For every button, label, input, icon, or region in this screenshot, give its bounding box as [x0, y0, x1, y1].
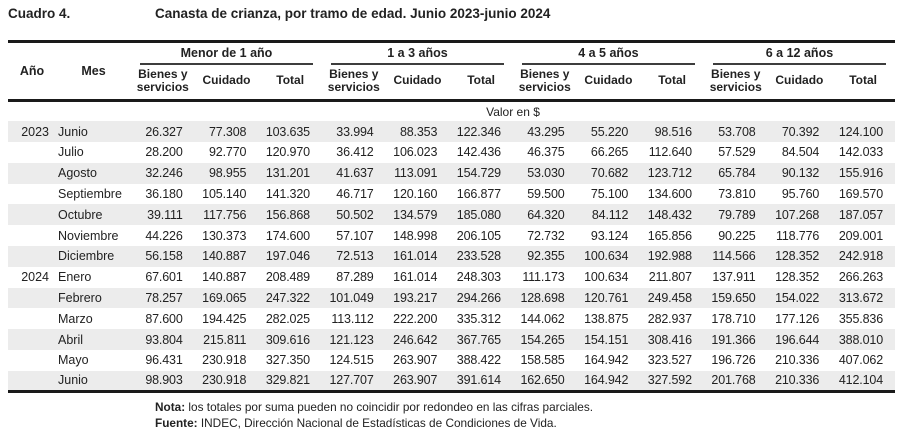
- cell-value: 165.856: [647, 228, 692, 243]
- col-group-6-a-12-anos: [704, 42, 895, 66]
- cell-value: 112.640: [648, 145, 692, 160]
- cell-value: 57.529: [718, 145, 756, 160]
- cell-month: Octubre: [58, 207, 103, 222]
- cell-value: 230.918: [195, 371, 259, 392]
- fuente-text: INDEC, Dirección Nacional de Estadísticas de Condiciones de Vida.: [197, 416, 557, 431]
- cell-year: [8, 308, 56, 329]
- cell-value: 367.765: [456, 332, 501, 347]
- cell-value: 144.062: [520, 311, 565, 326]
- table-row: [8, 288, 895, 309]
- col-header-total: Total: [258, 65, 322, 100]
- cell-value: 158.585: [520, 353, 565, 368]
- cell-value: 72.513: [336, 249, 374, 264]
- cell-value: 113.091: [394, 166, 438, 181]
- cell-value: 294.266: [456, 290, 501, 305]
- cell-value: 41.637: [336, 166, 374, 181]
- cell-value: 107.268: [775, 207, 820, 222]
- cell-value: 140.887: [202, 270, 247, 285]
- cell-month: Junio: [58, 124, 88, 139]
- cell-value: 33.994: [336, 124, 374, 139]
- cell-value: 87.600: [145, 311, 183, 326]
- cell-value: 134.600: [647, 186, 692, 201]
- nota-line: [155, 399, 900, 415]
- cell-value: 101.049: [329, 290, 374, 305]
- cell-value: 53.030: [527, 166, 565, 181]
- cell-month: Abril: [58, 332, 84, 347]
- cell-value: 98.903: [131, 371, 195, 392]
- cell-value: 327.350: [265, 353, 310, 368]
- cell-value: 148.998: [393, 228, 438, 243]
- cell-value: 70.682: [590, 166, 629, 181]
- cell-value: 90.132: [781, 166, 820, 181]
- col-header-bienes-servicios: Bienes y servicios: [131, 65, 195, 100]
- cell-year: [8, 142, 56, 163]
- cell-value: 79.789: [718, 207, 756, 222]
- cell-value: 105.140: [202, 186, 247, 201]
- cell-value: 43.295: [527, 124, 565, 139]
- table-row: [8, 163, 895, 184]
- col-header-bienes-servicios: Bienes y servicios: [704, 65, 768, 100]
- col-group-4-a-5-anos: [513, 42, 704, 66]
- table-caption: [0, 0, 900, 21]
- cell-value: 210.336: [768, 371, 832, 392]
- cell-value: 117.756: [203, 207, 247, 222]
- cell-value: 26.327: [145, 124, 183, 139]
- cell-value: 141.320: [265, 186, 310, 201]
- col-header-bienes-servicios: Bienes y servicios: [322, 65, 386, 100]
- cell-value: 46.375: [527, 145, 565, 160]
- cell-value: 161.014: [393, 249, 438, 264]
- group-label: 1 a 3 años: [331, 45, 504, 65]
- cell-value: 98.516: [654, 124, 692, 139]
- cell-value: 78.257: [145, 290, 183, 305]
- cell-value: 73.810: [718, 186, 756, 201]
- cell-year: [8, 225, 56, 246]
- cell-year: [8, 246, 56, 267]
- cell-year: [8, 204, 56, 225]
- cell-value: 96.431: [145, 353, 183, 368]
- cell-value: 113.112: [331, 311, 374, 326]
- cell-value: 128.352: [775, 270, 820, 285]
- cell-value: 28.200: [145, 145, 183, 160]
- unit-row: [8, 100, 895, 121]
- cell-value: 313.672: [838, 290, 883, 305]
- cell-value: 329.821: [258, 371, 322, 392]
- cell-value: 84.504: [781, 145, 820, 160]
- cell-value: 111.173: [522, 270, 565, 285]
- table-notes: [155, 399, 900, 431]
- cell-value: 92.355: [527, 249, 565, 264]
- cell-value: 308.416: [647, 332, 692, 347]
- cell-value: 282.937: [647, 311, 692, 326]
- cell-value: 100.634: [584, 249, 629, 264]
- cell-value: 121.123: [329, 332, 374, 347]
- fuente-line: [155, 415, 900, 431]
- col-header-cuidado: Cuidado: [195, 65, 259, 100]
- cell-value: 59.500: [527, 186, 565, 201]
- cell-year: [8, 329, 56, 350]
- table-row: [8, 329, 895, 350]
- cell-value: 36.412: [336, 145, 374, 160]
- cell-value: 122.346: [456, 124, 501, 139]
- cell-value: 209.001: [838, 228, 883, 243]
- cell-value: 93.124: [590, 228, 629, 243]
- cell-value: 128.698: [520, 290, 565, 305]
- cell-value: 140.887: [202, 249, 247, 264]
- cell-value: 155.916: [838, 166, 883, 181]
- cell-value: 230.918: [202, 353, 247, 368]
- cell-value: 56.158: [145, 249, 183, 264]
- col-header-total: Total: [831, 65, 895, 100]
- cell-value: 355.836: [838, 311, 883, 326]
- col-header-total: Total: [640, 65, 704, 100]
- cell-value: 206.105: [456, 228, 501, 243]
- cell-value: 142.436: [456, 145, 501, 160]
- cell-value: 169.065: [202, 290, 247, 305]
- cell-value: 120.160: [393, 186, 438, 201]
- cell-value: 88.353: [399, 124, 438, 139]
- table-row: [8, 350, 895, 371]
- cell-value: 210.336: [775, 353, 820, 368]
- cell-value: 178.710: [711, 311, 756, 326]
- cell-value: 87.289: [336, 270, 374, 285]
- col-header-bienes-servicios: Bienes y servicios: [513, 65, 577, 100]
- cell-year: 2023: [21, 124, 49, 139]
- cell-value: 335.312: [456, 311, 501, 326]
- cell-value: 196.726: [711, 353, 756, 368]
- cell-value: 65.784: [718, 166, 756, 181]
- cell-value: 67.601: [145, 270, 183, 285]
- cell-value: 169.570: [838, 186, 883, 201]
- cell-value: 118.776: [776, 228, 820, 243]
- col-group-menor-1-ano: [131, 42, 322, 66]
- cell-value: 208.489: [265, 270, 310, 285]
- cell-value: 64.320: [527, 207, 565, 222]
- cell-value: 120.761: [584, 290, 629, 305]
- cell-month: Agosto: [58, 166, 97, 181]
- group-header-row: [8, 42, 895, 66]
- col-group-1-a-3-anos: [322, 42, 513, 66]
- cell-value: 246.642: [393, 332, 438, 347]
- cell-value: 309.616: [265, 332, 310, 347]
- cell-value: 174.600: [265, 228, 310, 243]
- cell-month: Julio: [58, 145, 84, 160]
- table-body: [8, 100, 895, 391]
- cell-month: Febrero: [58, 290, 102, 305]
- cell-value: 263.907: [393, 353, 438, 368]
- cell-value: 194.425: [202, 311, 247, 326]
- cell-value: 130.373: [202, 228, 247, 243]
- group-label: 4 a 5 años: [522, 45, 695, 65]
- group-label: 6 a 12 años: [713, 45, 886, 65]
- cell-month: Enero: [58, 270, 92, 285]
- cell-value: 127.707: [322, 371, 386, 392]
- cell-value: 162.650: [513, 371, 577, 392]
- cell-value: 248.303: [456, 270, 501, 285]
- cell-value: 388.010: [838, 332, 883, 347]
- table-row: [8, 184, 895, 205]
- cell-value: 72.732: [527, 228, 565, 243]
- cell-value: 32.246: [145, 166, 183, 181]
- cell-value: 249.458: [647, 290, 692, 305]
- cell-value: 177.126: [775, 311, 820, 326]
- cell-value: 211.807: [648, 270, 692, 285]
- cell-year: [8, 288, 56, 309]
- cell-value: 282.025: [265, 311, 310, 326]
- cell-value: 161.014: [393, 270, 438, 285]
- cell-year: [8, 163, 56, 184]
- table-row: [8, 308, 895, 329]
- cell-value: 142.033: [838, 145, 883, 160]
- cell-value: 84.112: [591, 207, 629, 222]
- cell-value: 57.107: [336, 228, 374, 243]
- table-row: [8, 121, 895, 142]
- unit-label: Valor en $: [486, 104, 540, 119]
- cell-year: 2024: [21, 270, 49, 285]
- cell-value: 327.592: [640, 371, 704, 392]
- cell-value: 266.263: [838, 270, 883, 285]
- cell-value: 215.811: [203, 332, 247, 347]
- cell-value: 154.022: [775, 290, 820, 305]
- col-header-cuidado: Cuidado: [386, 65, 450, 100]
- cell-value: 233.528: [456, 249, 501, 264]
- cell-value: 138.875: [584, 311, 629, 326]
- cell-value: 128.352: [775, 249, 820, 264]
- cell-value: 159.650: [711, 290, 756, 305]
- cell-value: 44.226: [145, 228, 183, 243]
- cell-value: 103.635: [265, 124, 310, 139]
- cell-month: Noviembre: [58, 228, 119, 243]
- table-row: [8, 204, 895, 225]
- sub-header-row: [8, 65, 895, 100]
- cell-value: 98.955: [208, 166, 247, 181]
- cell-value: 55.220: [590, 124, 629, 139]
- table-row: [8, 371, 895, 392]
- cell-value: 242.918: [838, 249, 883, 264]
- cell-value: 263.907: [386, 371, 450, 392]
- table-row: [8, 225, 895, 246]
- cell-value: 114.566: [712, 249, 756, 264]
- cell-value: 154.265: [520, 332, 565, 347]
- cell-value: 201.768: [704, 371, 768, 392]
- col-header-cuidado: Cuidado: [577, 65, 641, 100]
- cell-value: 50.502: [336, 207, 374, 222]
- cell-value: 95.760: [781, 186, 820, 201]
- group-label: Menor de 1 año: [140, 45, 313, 65]
- cell-value: 124.100: [838, 124, 883, 139]
- nota-label: Nota:: [155, 400, 186, 415]
- table-title: Canasta de crianza, por tramo de edad. Junio 2023-junio 2024: [155, 6, 551, 21]
- cell-value: 196.644: [775, 332, 820, 347]
- table-row: [8, 267, 895, 288]
- cell-value: 53.708: [718, 124, 756, 139]
- cell-value: 323.527: [647, 353, 692, 368]
- cell-value: 92.770: [208, 145, 247, 160]
- cell-year: [8, 350, 56, 371]
- cell-value: 124.515: [329, 353, 374, 368]
- cell-value: 185.080: [456, 207, 501, 222]
- cell-year: [8, 371, 56, 392]
- cell-value: 154.729: [456, 166, 501, 181]
- cell-month: Diciembre: [58, 249, 115, 264]
- cell-value: 106.023: [393, 145, 438, 160]
- cell-value: 100.634: [584, 270, 629, 285]
- cell-value: 137.911: [712, 270, 756, 285]
- cell-month: Marzo: [58, 311, 93, 326]
- cell-value: 39.111: [147, 207, 183, 222]
- nota-text: los totales por suma pueden no coincidir por redondeo en las cifras parciales.: [185, 400, 594, 415]
- cell-value: 412.104: [831, 371, 895, 392]
- cell-value: 90.225: [718, 228, 756, 243]
- cell-value: 247.322: [265, 290, 310, 305]
- table-row: [8, 142, 895, 163]
- cell-value: 123.712: [647, 166, 692, 181]
- cell-value: 75.100: [590, 186, 629, 201]
- col-header-ano: Año: [8, 42, 56, 101]
- cell-value: 131.201: [265, 166, 310, 181]
- cell-month: Septiembre: [58, 186, 122, 201]
- cell-value: 164.942: [577, 371, 641, 392]
- cell-value: 120.970: [265, 145, 310, 160]
- col-header-cuidado: Cuidado: [768, 65, 832, 100]
- cell-value: 388.422: [456, 353, 501, 368]
- cell-value: 191.366: [711, 332, 756, 347]
- col-header-total: Total: [449, 65, 513, 100]
- cell-month: Junio: [56, 371, 131, 392]
- cell-value: 197.046: [265, 249, 310, 264]
- cell-value: 36.180: [145, 186, 183, 201]
- cell-value: 391.614: [449, 371, 513, 392]
- cell-value: 148.432: [647, 207, 692, 222]
- cell-value: 193.217: [393, 290, 438, 305]
- cell-value: 166.877: [456, 186, 501, 201]
- cell-value: 187.057: [838, 207, 883, 222]
- fuente-label: Fuente:: [155, 416, 198, 431]
- cell-value: 93.804: [145, 332, 183, 347]
- cell-value: 66.265: [590, 145, 629, 160]
- cell-value: 222.200: [393, 311, 438, 326]
- cell-value: 156.868: [265, 207, 310, 222]
- cell-value: 154.151: [584, 332, 629, 347]
- cuadro-number: Cuadro 4.: [8, 6, 71, 21]
- cell-year: [8, 184, 56, 205]
- col-header-mes: Mes: [56, 42, 131, 101]
- cell-month: Mayo: [58, 353, 89, 368]
- unit-row-spacer: [8, 100, 131, 121]
- cell-value: 407.062: [838, 353, 883, 368]
- cell-value: 164.942: [584, 353, 629, 368]
- cell-value: 192.988: [647, 249, 692, 264]
- cell-value: 70.392: [781, 124, 820, 139]
- canasta-crianza-table: [8, 40, 895, 393]
- cell-value: 46.717: [336, 186, 374, 201]
- cell-value: 134.579: [393, 207, 438, 222]
- table-row: [8, 246, 895, 267]
- cell-value: 77.308: [208, 124, 247, 139]
